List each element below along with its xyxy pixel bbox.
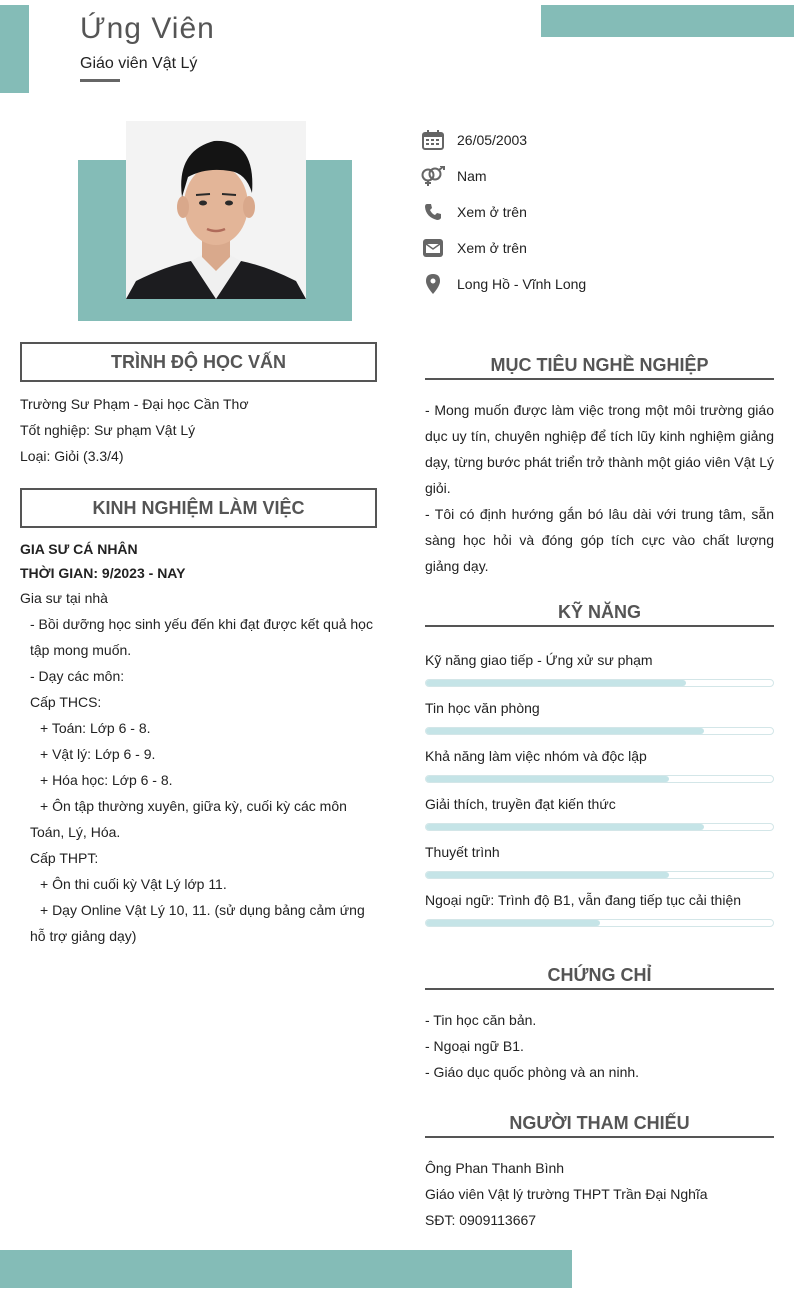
contact-email	[420, 236, 527, 260]
skill-bar-fill	[426, 872, 669, 878]
avatar	[126, 121, 306, 299]
reference-name: Ông Phan Thanh Bình	[425, 1160, 565, 1176]
decor-bar-left	[0, 5, 29, 93]
references-section	[425, 1155, 774, 1233]
portrait-photo	[126, 121, 306, 299]
contact-birthdate	[420, 128, 527, 152]
email-text: Xem ở trên	[457, 240, 527, 256]
skill-label: Tin học văn phòng	[425, 700, 540, 716]
skill-bar	[425, 727, 774, 735]
experience-item: - Dạy các môn:	[30, 668, 125, 684]
experience-level: Cấp THCS:	[30, 694, 102, 710]
certificates-heading: CHỨNG CHỈ	[425, 965, 774, 990]
phone-icon	[420, 200, 446, 224]
skill-label: Kỹ năng giao tiếp - Ứng xử sư phạm	[425, 652, 653, 668]
experience-job-title: GIA SƯ CÁ NHÂN	[20, 541, 138, 557]
experience-place: Gia sư tại nhà	[20, 590, 108, 606]
calendar-icon	[420, 128, 446, 152]
role-underline	[80, 79, 120, 82]
certificates-list	[425, 1007, 774, 1085]
education-grade: Loại: Giỏi (3.3/4)	[20, 448, 124, 464]
references-heading: NGƯỜI THAM CHIẾU	[425, 1113, 774, 1138]
contact-address	[420, 272, 586, 296]
experience-heading: KINH NGHIỆM LÀM VIỆC	[20, 488, 377, 528]
experience-subitem: + Dạy Online Vật Lý 10, 11. (sử dụng bảng cảm ứng hỗ trợ giảng dạy)	[30, 902, 365, 944]
phone-text: Xem ở trên	[457, 204, 527, 220]
skill-bar-fill	[426, 920, 600, 926]
objective-paragraph: - Mong muốn được làm việc trong một môi trường giáo dục uy tín, chuyên nghiệp để tích lũy kinh nghiệm giảng dạy, từng bước phát triển trở thành một giáo viên Vật Lý giỏi.	[425, 402, 774, 496]
objective-paragraph: - Tôi có định hướng gắn bó lâu dài với trung tâm, sẵn sàng học hỏi và đóng góp tích cực vào chất lượng giảng dạy.	[425, 506, 774, 574]
skill-bar	[425, 871, 774, 879]
gender-text: Nam	[457, 168, 487, 184]
skill-bar-fill	[426, 680, 686, 686]
decor-bar-bottom	[0, 1250, 572, 1288]
skill-bar-fill	[426, 824, 704, 830]
skill-label: Ngoại ngữ: Trình độ B1, vẫn đang tiếp tục cải thiện	[425, 892, 742, 908]
experience-subitem: + Ôn thi cuối kỳ Vật Lý lớp 11.	[40, 876, 227, 892]
skill-bar	[425, 823, 774, 831]
skill-bar	[425, 919, 774, 927]
candidate-name: Ứng Viên	[80, 12, 215, 45]
skill-bar	[425, 775, 774, 783]
address-text: Long Hồ - Vĩnh Long	[457, 276, 587, 292]
reference-position: Giáo viên Vật lý trường THPT Trần Đại Nghĩa	[425, 1186, 708, 1202]
education-heading: TRÌNH ĐỘ HỌC VẤN	[20, 342, 377, 382]
skill-label: Thuyết trình	[425, 844, 500, 860]
candidate-role: Giáo viên Vật Lý	[80, 55, 198, 72]
reference-phone: SĐT: 0909113667	[425, 1212, 537, 1228]
skill-bar-fill	[426, 728, 704, 734]
gender-icon	[420, 164, 446, 188]
contact-phone	[420, 200, 527, 224]
education-section	[20, 391, 380, 469]
decor-bar-top-right	[541, 5, 794, 37]
objective-section	[425, 397, 774, 579]
birthdate-text: 26/05/2003	[457, 132, 528, 148]
certificate-item: - Giáo dục quốc phòng và an ninh.	[425, 1064, 640, 1080]
education-graduation: Tốt nghiệp: Sư phạm Vật Lý	[20, 422, 196, 438]
skills-heading: KỸ NĂNG	[425, 602, 774, 627]
skill-bar-fill	[426, 776, 669, 782]
envelope-icon	[420, 236, 446, 260]
experience-section	[20, 537, 380, 949]
contact-gender	[420, 164, 487, 188]
objective-heading: MỤC TIÊU NGHỀ NGHIỆP	[425, 355, 774, 380]
skill-label: Giải thích, truyền đạt kiến thức	[425, 796, 616, 812]
experience-subitem: + Vật lý: Lớp 6 - 9.	[40, 746, 156, 762]
certificate-item: - Ngoại ngữ B1.	[425, 1038, 524, 1054]
experience-subitem: + Hóa học: Lớp 6 - 8.	[40, 772, 173, 788]
experience-level: Cấp THPT:	[30, 850, 99, 866]
experience-period: THỜI GIAN: 9/2023 - NAY	[20, 565, 186, 581]
experience-item: - Bồi dưỡng học sinh yếu đến khi đạt được kết quả học tập mong muốn.	[30, 616, 373, 658]
certificate-item: - Tin học căn bản.	[425, 1012, 537, 1028]
education-school: Trường Sư Phạm - Đại học Cần Thơ	[20, 396, 249, 412]
skill-bar	[425, 679, 774, 687]
experience-subitem: + Ôn tập thường xuyên, giữa kỳ, cuối kỳ các môn Toán, Lý, Hóa.	[30, 798, 347, 840]
map-pin-icon	[420, 272, 446, 296]
skill-label: Khả năng làm việc nhóm và độc lập	[425, 748, 647, 764]
experience-subitem: + Toán: Lớp 6 - 8.	[40, 720, 151, 736]
